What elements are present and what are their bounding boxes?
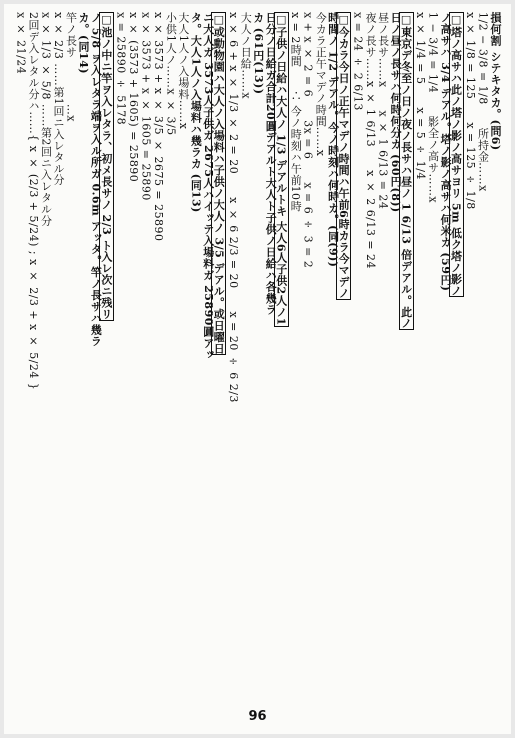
text-column: x = 25890 ÷ 5178 — [114, 12, 128, 126]
text-column: x × 1/3 × 5/8 ……第2回ニ入レタル分 — [39, 12, 53, 227]
text-column: x × 21/24 — [14, 12, 28, 75]
text-column: カ (61円(13)) — [251, 12, 265, 95]
text-column: 大人ノ日給……x — [239, 12, 253, 100]
text-column: x × 2/3 ……第1回ニ入レタル分 — [51, 12, 65, 186]
text-column: x = 24 ÷ 2 6/13 — [351, 12, 365, 111]
text-column: 1 − 3/4 = 1/4 影全ノ高サ……x — [426, 12, 440, 204]
text-column: x × (3573 + 1605) = 25890 — [126, 12, 140, 183]
text-column: 今カラ正午マデノ時間……x — [314, 12, 328, 157]
text-column: x × 6 + x × 1/3 × 2 = 20 x × 6 2/3 = 20 x = 20 ÷ 6 2/3 — [226, 12, 240, 403]
text-column: カ。(同14) — [76, 12, 90, 75]
text-column: 日分ノ日給ガ合計20圓デアルト大人ト子供ノ日給ハ各幾ラ — [264, 12, 278, 316]
text-column: ノ 5/8 ヲ入レタラ端ヲ入ル所ガ 0.6m アッタ。竿ノ長サハ幾ラ — [89, 12, 103, 347]
problem-heading: □今カラ今日ノ正午マデノ時間ハ午前6時カラ今マデノ — [337, 13, 351, 299]
text-column: 2回デ入レタル分ハ……{ x × (2/3 + 5/24) ; x × 2/3 + x × 5/24 } — [26, 12, 40, 391]
book-page — [4, 4, 511, 734]
text-column: 小供1人ノ……x × 3/5 — [164, 12, 178, 136]
problem-heading: □子供ノ日給ハ大人ノ 1/3 デアルトキ 大人6人子供2人ノ1 — [274, 13, 288, 326]
text-column: x × 1/8 = 125 x = 125 ÷ 1/8 — [464, 12, 478, 210]
text-column: x × 3573 + x × 1605 = 25890 — [139, 12, 153, 201]
text-column: 昼ノ長サ……x x × 1 6/13 = 24 — [376, 12, 390, 210]
problem-heading: □塔ノ高サハ此ノ塔ノ影ノ高サヨリ 5m 低ク塔ノ影ノ — [449, 13, 463, 297]
text-column: x + x × 2 = 6 3x = 6 x = 6 ÷ 3 = 2 — [301, 12, 315, 269]
text-column: 時間ノ 1/2 デアル。今ノ時刻ハ何時カ。(同(9)) — [326, 12, 340, 268]
text-column: x = 2時間 ∴ 今ノ時刻ハ午前10時 — [289, 12, 303, 213]
problem-heading: □東京デ冬至ノ日ノ夜ノ長サハ昼ノ 1 6/13 倍デアル。此ノ — [399, 13, 413, 330]
page-number: 96 — [248, 709, 267, 724]
text-column: x × 3573 + x × 3/5 × 2675 = 25890 — [151, 12, 165, 242]
text-column: ニ大人ガ 3573人子供ガ 2675人ハイッテ入場料ガ 25890圓アッ — [201, 12, 215, 361]
text-column: 大人1人ノ入場料……x — [176, 12, 190, 130]
text-column: x × 1/4 = 5 x = 5 ÷ 1/4 — [414, 12, 428, 180]
text-column: 竿ノ長サ …x — [64, 12, 78, 122]
text-column: 夜ノ長サ……x × 1 6/13 x × 2 6/13 = 24 — [364, 12, 378, 269]
text-column: 日ノ昼ノ長サハ何時何分カ (60円(8)) — [389, 12, 403, 213]
problem-heading: □或動物園ハ大人ノ入場料ハ子供ノ大人ノ 3/5 デアル。或日曜日 — [212, 13, 226, 355]
text-column: 損何割 シテキタカ。(問6) — [489, 12, 502, 151]
text-column: タ。大人1人ノ入場料ハ幾ラカ (同13) — [189, 12, 203, 213]
text-column: ノ高サハ 3/4 デアル。塔ノ影ノ高サハ何米カ (59円) — [439, 12, 453, 292]
text-column: 1/2 − 3/8 = 1/8 所持金……x — [476, 12, 490, 192]
problem-heading: □池ノ中ニ竿ヲ入レタラ、初メ長サノ 2/3 ト入レ次ニ残リ — [99, 13, 113, 320]
